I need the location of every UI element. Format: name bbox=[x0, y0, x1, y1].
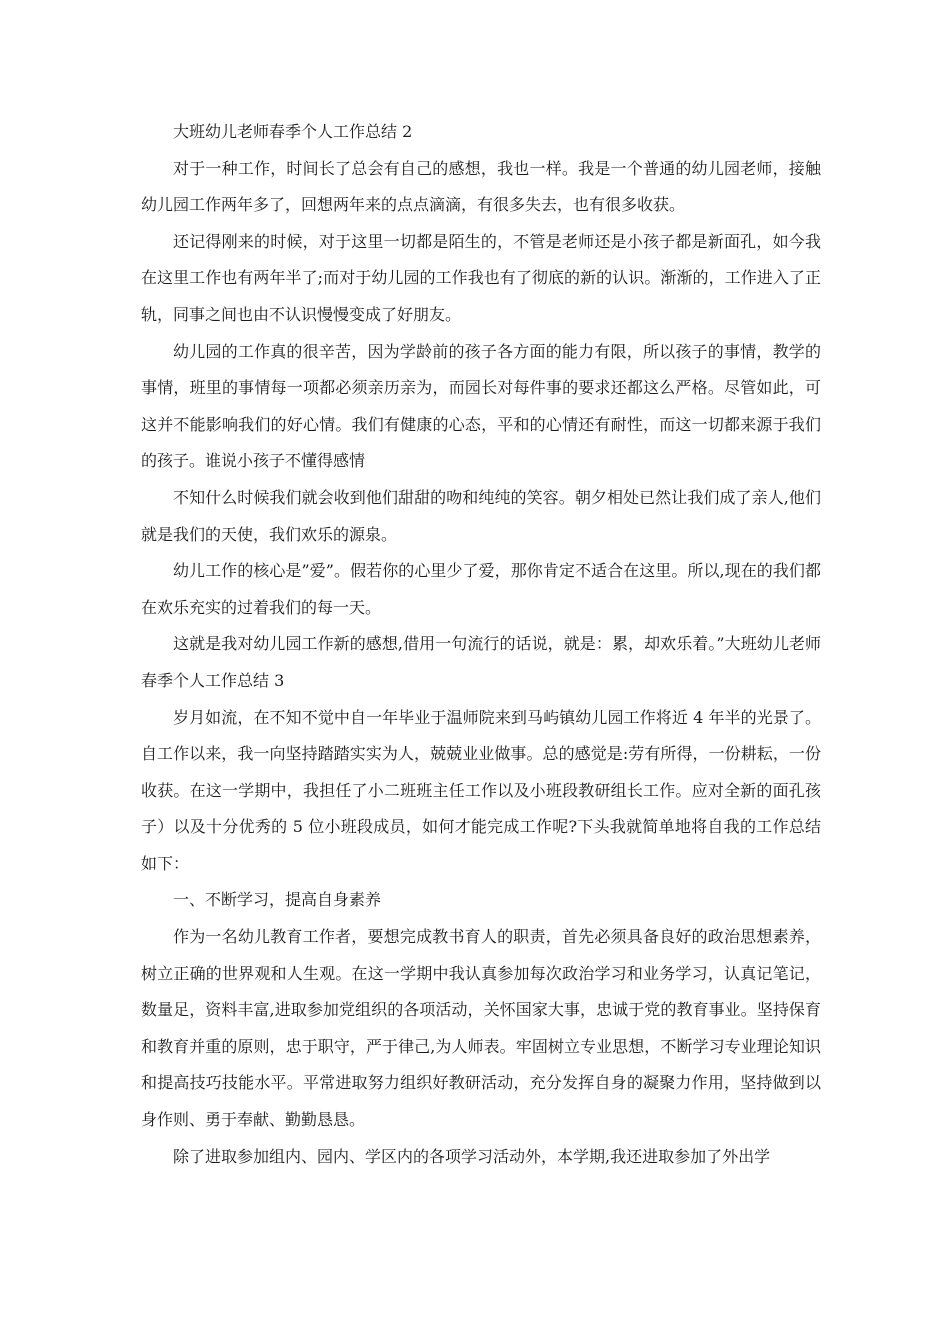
paragraph: 作为一名幼儿教育工作者，要想完成教书育人的职责，首先必须具备良好的政治思想素养，树立正确的世界观和人生观。在这一学期中我认真参加每次政治学习和业务学习，认真记笔记，数量足，资料丰富,进取参加党组织的各项活动，关怀国家大事，忠诚于党的教育事业。坚持保育和教育并重的原则，忠于职守，严于律己,为人师表。牢固树立专业思想，不断学习专业理论知识和提高技巧技能水平。平常进取努力组织好教研活动，充分发挥自身的凝聚力作用，坚持做到以身作则、勇于奉献、勤勤恳恳。 bbox=[141, 927, 821, 1130]
paragraph: 岁月如流，在不知不觉中自一年毕业于温师院来到马屿镇幼儿园工作将近 4 年半的光景了。自工作以来，我一向坚持踏踏实实为人，兢兢业业做事。总的感觉是:劳有所得，一份耕耘，一份收获。在这一学期中，我担任了小二班班主任工作以及小班段教研组长工作。应对全新的面孔孩子）以及十分优秀的 5 位小班段成员，如何才能完成工作呢?下头我就简单地将自我的工作总结如下： bbox=[141, 707, 821, 873]
paragraph: 还记得刚来的时候，对于这里一切都是陌生的，不管是老师还是小孩子都是新面孔，如今我在这里工作也有两年半了;而对于幼儿园的工作我也有了彻底的新的认识。渐渐的，工作进入了正轨，同事之间也由不认识慢慢变成了好朋友。 bbox=[141, 231, 821, 324]
paragraph: 幼儿工作的核心是”爱”。假若你的心里少了爱，那你肯定不适合在这里。所以,现在的我们都在欢乐充实的过着我们的每一天。 bbox=[141, 561, 821, 617]
paragraph: 幼儿园的工作真的很辛苦，因为学龄前的孩子各方面的能力有限，所以孩子的事情，教学的事情，班里的事情每一项都必须亲历亲为，而园长对每件事的要求还都这么严格。尽管如此，可这并不能影响我们的好心情。我们有健康的心态，平和的心情还有耐性，而这一切都来源于我们的孩子。谁说小孩子不懂得感情 bbox=[141, 341, 821, 471]
paragraph: 不知什么时候我们就会收到他们甜甜的吻和纯纯的笑容。朝夕相处已然让我们成了亲人,他们就是我们的天使，我们欢乐的源泉。 bbox=[141, 487, 821, 544]
section-heading: 一、不断学习，提高自身素养 bbox=[173, 890, 382, 910]
section-title-2: 大班幼儿老师春季个人工作总结 2 bbox=[173, 122, 413, 141]
paragraph: 对于一种工作，时间长了总会有自己的感想，我也一样。我是一个普通的幼儿园老师，接触幼儿园工作两年多了，回想两年来的点点滴滴，有很多失去，也有很多收获。 bbox=[141, 158, 821, 215]
paragraph: 这就是我对幼儿园工作新的感想,借用一句流行的话说，就是：累，却欢乐着。”大班幼儿老师春季个人工作总结 3 bbox=[141, 634, 821, 690]
paragraph: 除了进取参加组内、园内、学区内的各项学习活动外，本学期,我还进取参加了外出学 bbox=[173, 1146, 771, 1166]
document-body bbox=[141, 114, 821, 1175]
